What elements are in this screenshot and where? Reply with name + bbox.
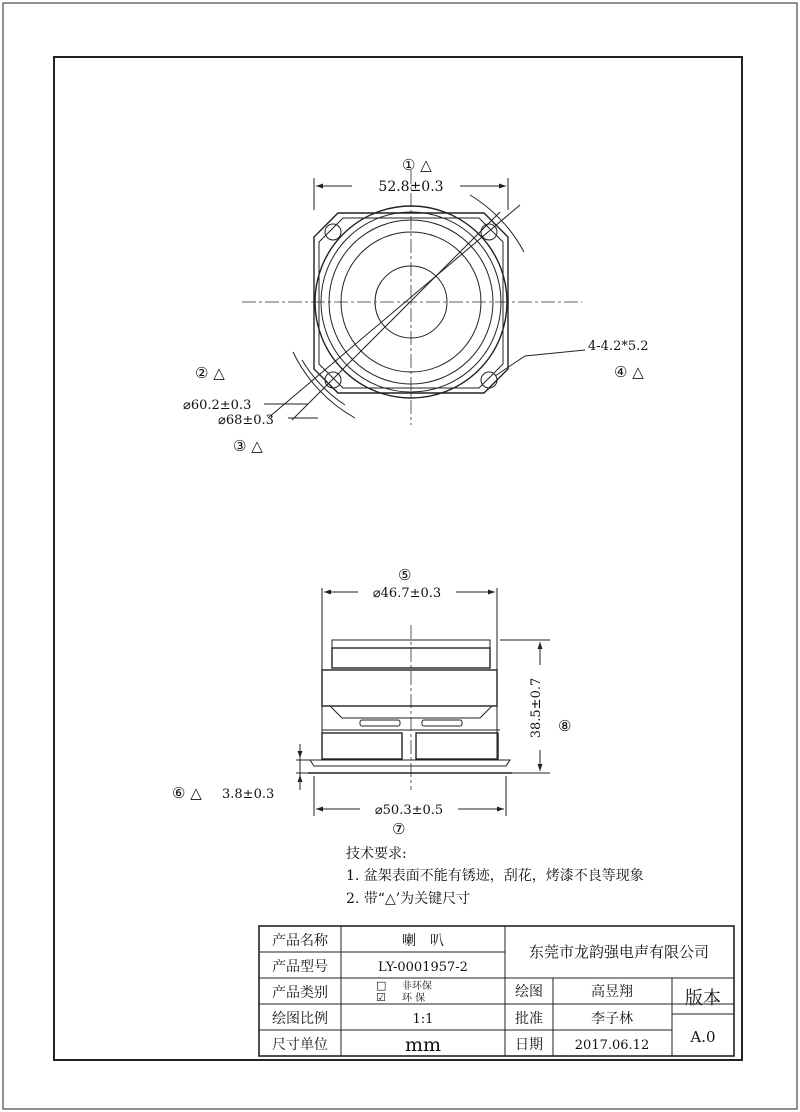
checkbox-checked: ☑ <box>376 991 386 1004</box>
scale-value: 1:1 <box>412 1012 434 1027</box>
model-value: LY-0001957-2 <box>378 960 468 975</box>
side-view <box>296 588 550 816</box>
callout-3: ③ △ <box>233 437 263 455</box>
top-view <box>242 170 585 425</box>
date-value: 2017.06.12 <box>574 1038 650 1053</box>
callout-5: ⑤ <box>398 566 412 584</box>
flange-thickness: 3.8±0.3 <box>222 787 275 802</box>
callout-6: ⑥ △ <box>172 784 202 802</box>
callout-8: ⑧ <box>558 717 572 735</box>
drawn-label: 绘图 <box>515 984 543 1000</box>
approved-label: 批准 <box>515 1011 543 1027</box>
mount-hole-bl <box>325 372 341 388</box>
callout-7: ⑦ <box>392 820 406 838</box>
model-label: 产品型号 <box>272 959 328 975</box>
approved-by: 李子林 <box>591 1011 633 1027</box>
diameter-50-3: ⌀50.3±0.5 <box>374 803 444 818</box>
drawn-by: 高昱翔 <box>591 984 633 1000</box>
product-name-value: 喇 叭 <box>402 933 444 949</box>
magnet <box>322 670 497 706</box>
diameter-60-2: ⌀60.2±0.3 <box>183 398 252 413</box>
holes-dimension: 4-4.2*5.2 <box>588 339 649 354</box>
date-label: 日期 <box>515 1037 543 1053</box>
unit-value: mm <box>404 1034 442 1056</box>
category-label: 产品类别 <box>272 985 328 1001</box>
callout-2: ② △ <box>195 364 225 382</box>
callout-4: ④ △ <box>614 363 644 381</box>
product-name-label: 产品名称 <box>272 933 328 949</box>
width-dimension: 52.8±0.3 <box>378 179 444 195</box>
diameter-68: ⌀68±0.3 <box>218 413 274 428</box>
scale-label: 绘图比例 <box>272 1011 328 1027</box>
notes-line-1: 1. 盆架表面不能有锈迹，刮花，烤漆不良等现象 <box>346 868 644 884</box>
company-name: 东莞市龙韵强电声有限公司 <box>528 943 710 961</box>
checkbox-unchecked: □ <box>376 979 387 992</box>
category-option-non-eco: 非环保 <box>402 981 432 992</box>
mount-hole-br <box>481 372 497 388</box>
notes-heading: 技术要求: <box>346 846 407 862</box>
diameter-46-7: ⌀46.7±0.3 <box>372 586 442 601</box>
mount-hole-tl <box>325 224 341 240</box>
callout-1: ① △ <box>402 156 432 174</box>
notes-line-2: 2. 带“△’为关键尺寸 <box>346 891 471 907</box>
height-dimension: 38.5±0.7 <box>529 677 544 739</box>
version-label: 版本 <box>685 988 721 1009</box>
category-option-eco: 环 保 <box>402 993 426 1004</box>
unit-label: 尺寸单位 <box>272 1037 328 1053</box>
version-value: A.0 <box>690 1028 716 1046</box>
